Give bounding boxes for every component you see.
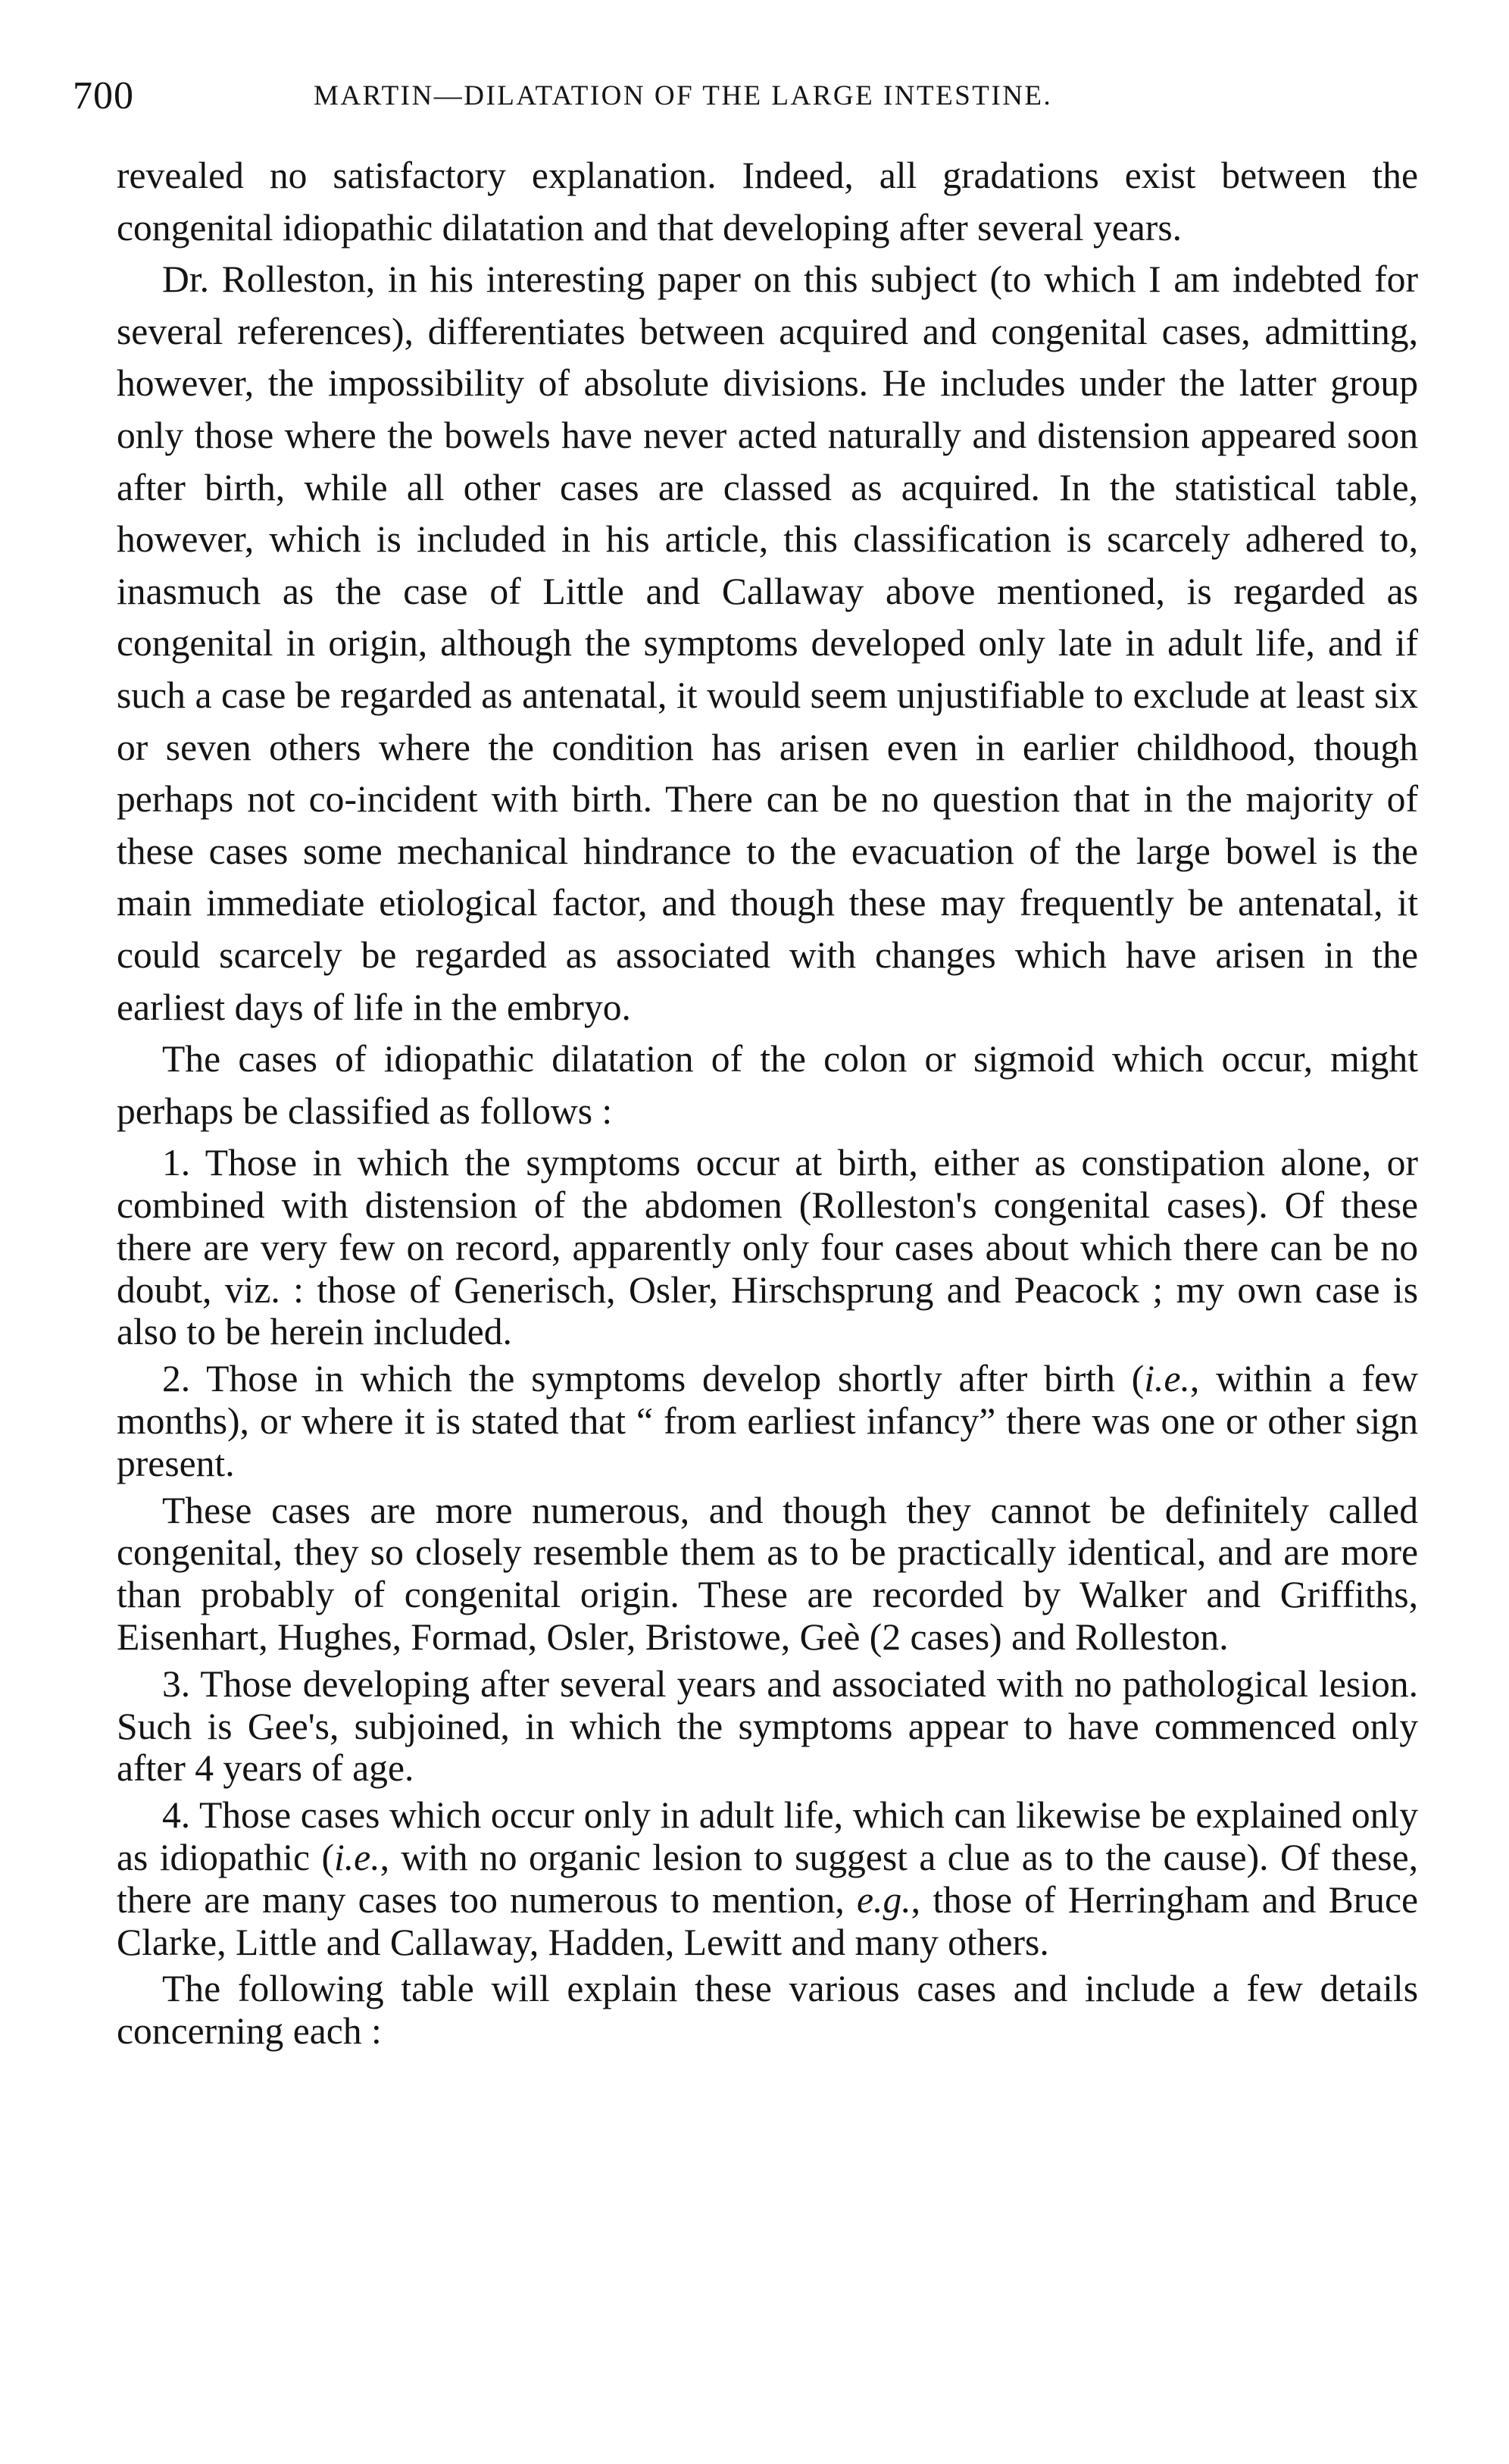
- page-number: 700: [73, 74, 134, 117]
- list-item-2-text-a: 2. Those in which the symptoms develop shortly after birth (: [162, 1358, 1145, 1400]
- list-item-1: 1. Those in which the symptoms occur at birth, either as constipation alone, or combined with distension of the abdomen (Rolleston's congenital cases). Of these there are very few on record, apparently only four cases about which there can be no doubt, viz. : those of Generisch, Osler, Hirschsprung and Peacock ; my own case is also to be herein included.: [117, 1142, 1418, 1353]
- list-item-4: [117, 1794, 1418, 1963]
- list-item-4-text-b: , with no organic lesion to suggest a clue as to the cause). Of these, there are many cases too numerous to mention,: [117, 1837, 1419, 1921]
- list-item-4-text-c: , those of Herringham and Bruce Clarke, Little and Callaway, Hadden, Lewitt and many others.: [117, 1878, 1418, 1963]
- paragraph-table-intro: The following table will explain these various cases and include a few details concerning each :: [117, 1968, 1418, 2053]
- list-item-2-text-b: , within a few months), or where it is stated that “ from earliest infancy” there was one or other sign present.: [117, 1358, 1418, 1484]
- running-title: MARTIN—DILATATION OF THE LARGE INTESTINE.: [314, 80, 1053, 111]
- list-item-4-eg: e.g.: [857, 1878, 911, 1921]
- paragraph-rolleston: Dr. Rolleston, in his interesting paper on this subject (to which I am indebted for several references), differentiates between acquired and congenital cases, admitting, however, the impossibility of absolute divisions. He includes under the latter group only those where the bowels have never acted naturally and distension appeared soon after birth, while all other cases are classed as acquired. In the statistical table, however, which is included in his article, this classification is scarcely adhered to, inasmuch as the case of Little and Callaway above mentioned, is regarded as congenital in origin, although the symptoms developed only late in adult life, and if such a case be regarded as antenatal, it would seem unjustifiable to exclude at least six or seven others where the condition has arisen even in earlier childhood, though perhaps not co-incident with birth. There can be no question that in the majority of these cases some mechanical hindrance to the evacuation of the large bowel is the main immediate etiological factor, and though these may frequently be antenatal, it could scarcely be regarded as associated with changes which have arisen in the earliest days of life in the embryo.: [117, 258, 1418, 1028]
- list-item-2-continuation: These cases are more numerous, and though they cannot be definitely called congenital, they so closely resemble them as to be practically identical, and are more than probably of congenital origin. These are recorded by Walker and Griffiths, Eisenhart, Hughes, Formad, Osler, Bristowe, Geè (2 cases) and Rolleston.: [117, 1489, 1418, 1659]
- list-item-2: [117, 1358, 1418, 1484]
- list-item-4-ie: i.e.: [334, 1837, 380, 1879]
- paragraph-continuation: revealed no satisfactory explanation. Indeed, all gradations exist between the congenital idiopathic dilatation and that developing after several years.: [117, 155, 1418, 249]
- list-item-2-ie: i.e.: [1144, 1358, 1190, 1400]
- list-item-3: 3. Those developing after several years and associated with no pathological lesion. Such is Gee's, subjoined, in which the symptoms appear to have commenced only after 4 years of age.: [117, 1662, 1418, 1790]
- list-item-4-text-a: 4. Those cases which occur only in adult life, which can likewise be explained only as idiopathic (: [117, 1794, 1418, 1879]
- paragraph-classification-intro: The cases of idiopathic dilatation of the colon or sigmoid which occur, might perhaps be classified as follows :: [117, 1038, 1418, 1132]
- body-text: [117, 150, 1418, 2053]
- running-head: [73, 70, 1429, 123]
